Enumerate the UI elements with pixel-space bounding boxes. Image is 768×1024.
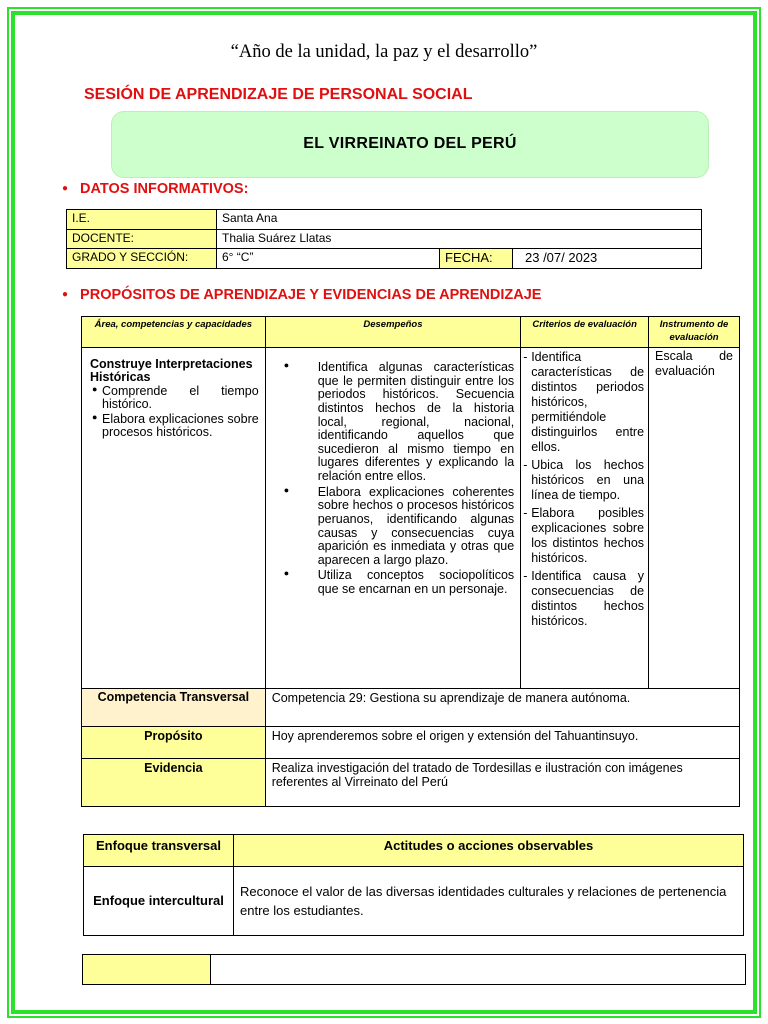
instrumento-cell: Escala de evaluación <box>649 348 740 689</box>
criterio-item: - Ubica los hechos históricos en una línea de tiempo. <box>523 458 644 503</box>
competencia-name: Construye Interpretaciones Históricas <box>90 357 253 385</box>
evidencia-label: Evidencia <box>82 759 266 807</box>
capacidades-list <box>90 385 259 439</box>
desempeno-item: ● Identifica algunas características que le permiten distinguir entre los periodos históricos. Secuencia distintos hechos de la historia local, regional, nacional, identificando aquellos que sucedieron al mismo tiempo en lugares diferentes y explicando la relación entre ellos. <box>282 361 515 484</box>
header-enfoque: Enfoque transversal <box>84 835 234 867</box>
bullet-icon: ● <box>62 183 69 194</box>
propositos-heading <box>62 287 541 303</box>
grado-value: 6° “C” <box>217 249 440 269</box>
header-actitudes: Actitudes o acciones observables <box>234 835 744 867</box>
capacidad-item: ● Elabora explicaciones sobre procesos históricos. <box>90 413 259 439</box>
desempeno-item: ● Elabora explicaciones coherentes sobre hechos o procesos históricos peruanos, identificando algunas causas y consecuencias cuya aparición es inmediata y otras que aparecen a largo plazo. <box>282 486 515 568</box>
criterio-item: - Identifica características de distintos periodos históricos, permitiéndole distinguirlos entre ellos. <box>523 350 644 455</box>
criterios-list <box>523 350 644 629</box>
desempenos-list <box>282 361 515 597</box>
datos-table <box>66 209 702 269</box>
topic-banner <box>112 112 708 177</box>
enfoque-actitud: Reconoce el valor de las diversas identidades culturales y relaciones de pertenencia entre los estudiantes. <box>234 867 744 936</box>
datos-heading <box>62 181 248 197</box>
datos-heading-text: DATOS INFORMATIVOS: <box>80 181 249 197</box>
criterio-item: - Identifica causa y consecuencias de distintos hechos históricos. <box>523 569 644 629</box>
header-criterios: Criterios de evaluación <box>521 317 649 348</box>
topic-title: EL VIRREINATO DEL PERÚ <box>303 135 517 152</box>
header-desempenos: Desempeños <box>265 317 521 348</box>
ie-label: I.E. <box>67 210 217 230</box>
ie-value: Santa Ana <box>217 210 702 230</box>
year-motto: “Año de la unidad, la paz y el desarrollo” <box>230 42 538 62</box>
area-cell <box>82 348 266 689</box>
docente-label: DOCENTE: <box>67 229 217 249</box>
bullet-icon: ● <box>62 289 69 300</box>
capacidad-item: ● Comprende el tiempo histórico. <box>90 385 259 411</box>
session-title: SESIÓN DE APRENDIZAJE DE PERSONAL SOCIAL <box>84 86 473 103</box>
desempenos-cell <box>265 348 521 689</box>
header-instrumento: Instrumento de evaluación <box>649 317 740 348</box>
header-area: Área, competencias y capacidades <box>82 317 266 348</box>
docente-value: Thalia Suárez Llatas <box>217 229 702 249</box>
competencia-transversal-value: Competencia 29: Gestiona su aprendizaje de manera autónoma. <box>265 689 739 727</box>
competencia-transversal-label: Competencia Transversal <box>82 689 266 727</box>
grado-label: GRADO Y SECCIÓN: <box>67 249 217 269</box>
fecha-value: 23 /07/ 2023 <box>513 249 702 269</box>
criterios-cell <box>521 348 649 689</box>
empty-label-cell <box>83 955 211 985</box>
evidencia-value: Realiza investigación del tratado de Tordesillas e ilustración con imágenes referentes al Virreinato del Perú <box>265 759 739 807</box>
criterio-item: - Elabora posibles explicaciones sobre los distintos hechos históricos. <box>523 506 644 566</box>
empty-value-cell <box>211 955 746 985</box>
propositos-heading-text: PROPÓSITOS DE APRENDIZAJE Y EVIDENCIAS DE APRENDIZAJE <box>80 287 542 303</box>
desempeno-item: ● Utiliza conceptos sociopolíticos que se encarnan en un personaje. <box>282 569 515 596</box>
enfoque-table <box>83 834 744 936</box>
proposito-value: Hoy aprenderemos sobre el origen y extensión del Tahuantinsuyo. <box>265 727 739 759</box>
propositos-table <box>81 316 740 807</box>
proposito-label: Propósito <box>82 727 266 759</box>
fecha-label: FECHA: <box>440 249 513 269</box>
enfoque-name: Enfoque intercultural <box>84 867 234 936</box>
empty-table <box>82 954 746 985</box>
